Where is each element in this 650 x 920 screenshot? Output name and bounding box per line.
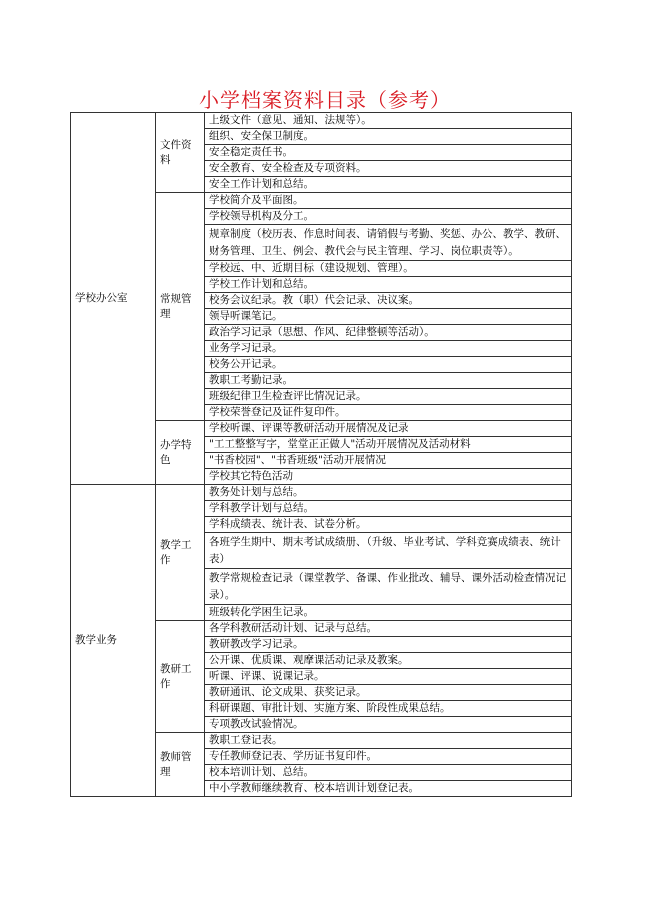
item-cell: 政治学习记录（思想、作风、纪律整顿等活动）。 [205,325,572,341]
item-cell: 学校工作计划和总结。 [205,277,572,293]
item-cell: 规章制度（校历表、作息时间表、请销假与考勤、奖惩、办公、教学、教研、财务管理、卫生、例会、教代会与民主管理、学习、岗位职责等）。 [205,225,572,261]
item-cell: 校本培训计划、总结。 [205,765,572,781]
category-cell: 教师管理 [156,733,205,797]
catalog-body [71,113,572,797]
item-cell: 教研教改学习记录。 [205,637,572,653]
item-cell: 班级转化学困生记录。 [205,605,572,621]
item-cell: 组织、安全保卫制度。 [205,129,572,145]
item-cell: 公开课、优质课、观摩课活动记录及教案。 [205,653,572,669]
item-cell: 教学常规检查记录（课堂教学、备课、作业批改、辅导、课外活动检查情况记录）。 [205,569,572,605]
item-cell: 学校远、中、近期目标（建设规划、管理）。 [205,261,572,277]
item-cell: 安全稳定责任书。 [205,145,572,161]
item-cell: 专项教改试验情况。 [205,717,572,733]
department-cell: 学校办公室 [71,113,156,485]
item-cell: 教职工考勤记录。 [205,373,572,389]
item-cell: 学科教学计划与总结。 [205,501,572,517]
category-cell: 教学工作 [156,485,205,621]
item-cell: 中小学教师继续教育、校本培训计划登记表。 [205,781,572,797]
item-cell: 学校其它特色活动 [205,469,572,485]
item-cell: 教职工登记表。 [205,733,572,749]
item-cell: 学科成绩表、统计表、试卷分析。 [205,517,572,533]
category-cell: 办学特色 [156,421,205,485]
item-cell: 安全教育、安全检查及专项资料。 [205,161,572,177]
item-cell: 学校听课、评课等教研活动开展情况及记录 [205,421,572,437]
item-cell: 教研通讯、论文成果、获奖记录。 [205,685,572,701]
item-cell: "工工整整写字，堂堂正正做人"活动开展情况及活动材料 [205,437,572,453]
item-cell: 学校领导机构及分工。 [205,209,572,225]
department-cell: 教学业务 [71,485,156,797]
page-title: 小学档案资料目录（参考） [199,88,451,112]
item-cell: 专任教师登记表、学历证书复印件。 [205,749,572,765]
item-cell: 教务处计划与总结。 [205,485,572,501]
item-cell: 各班学生期中、期末考试成绩册、（升级、毕业考试、学科竞赛成绩表、统计表） [205,533,572,569]
item-cell: 安全工作计划和总结。 [205,177,572,193]
item-cell: 上级文件（意见、通知、法规等）。 [205,113,572,129]
item-cell: 班级纪律卫生检查评比情况记录。 [205,389,572,405]
table-row [71,113,572,129]
table-row [71,485,572,501]
item-cell: "书香校园"、"书香班级"活动开展情况 [205,453,572,469]
item-cell: 校务公开记录。 [205,357,572,373]
archive-catalog-table [70,112,572,797]
item-cell: 各学科教研活动计划、记录与总结。 [205,621,572,637]
category-cell: 教研工作 [156,621,205,733]
item-cell: 学校荣誉登记及证件复印件。 [205,405,572,421]
item-cell: 科研课题、审批计划、实施方案、阶段性成果总结。 [205,701,572,717]
category-cell: 常规管理 [156,193,205,421]
item-cell: 校务会议纪录。教（职）代会记录、决议案。 [205,293,572,309]
item-cell: 领导听课笔记。 [205,309,572,325]
item-cell: 听课、评课、说课记录。 [205,669,572,685]
category-cell: 文件资料 [156,113,205,193]
item-cell: 业务学习记录。 [205,341,572,357]
item-cell: 学校简介及平面图。 [205,193,572,209]
